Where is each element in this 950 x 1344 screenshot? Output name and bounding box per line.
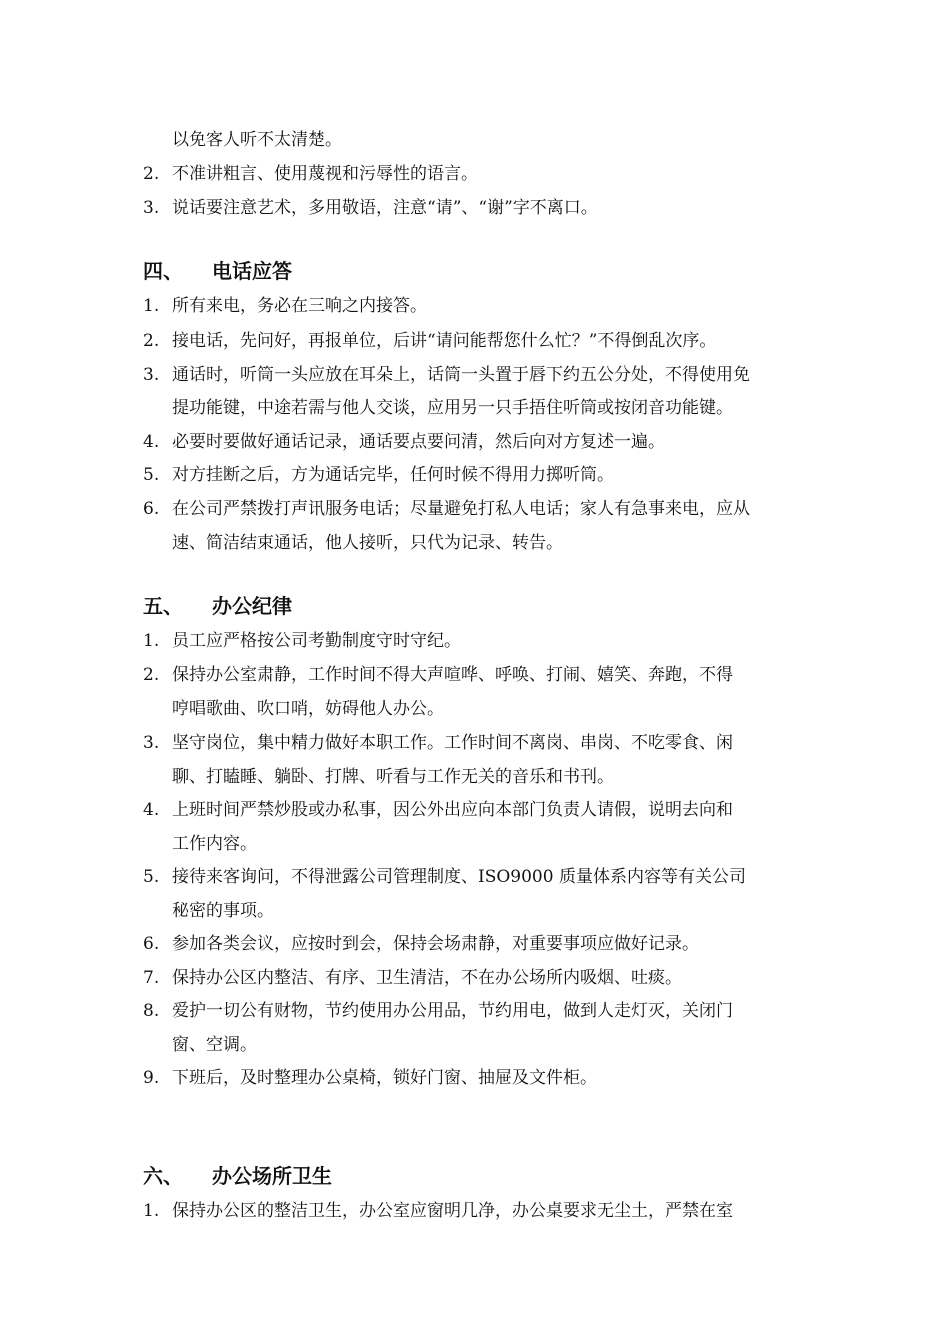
item-text: 参加各类会议，应按时到会，保持会场肃静，对重要事项应做好记录。 <box>172 934 699 954</box>
item-number: 4. <box>143 800 160 820</box>
section-title: 办公场所卫生 <box>212 1164 332 1188</box>
item-number: 3. <box>143 198 160 218</box>
item-text: 对方挂断之后，方为通话完毕，任何时候不得用力掷听筒。 <box>172 465 614 485</box>
item-number: 1. <box>143 296 160 316</box>
item-number: 6. <box>143 934 160 954</box>
item-number: 9. <box>143 1068 160 1088</box>
item-number: 1. <box>143 631 160 651</box>
item-text: 哼唱歌曲、吹口哨，妨碍他人办公。 <box>172 699 444 719</box>
item-number: 8. <box>143 1001 160 1021</box>
item-text: 接待来客询问，不得泄露公司管理制度、ISO9000 质量体系内容等有关公司 <box>172 867 746 887</box>
item-text: 下班后，及时整理办公桌椅，锁好门窗、抽屉及文件柜。 <box>172 1068 597 1088</box>
item-text: 窗、空调。 <box>172 1035 257 1055</box>
item-text: 上班时间严禁炒股或办私事，因公外出应向本部门负责人请假，说明去向和 <box>172 800 733 820</box>
item-number: 1. <box>143 1201 160 1221</box>
item-text: 坚守岗位，集中精力做好本职工作。工作时间不离岗、串岗、不吃零食、闲 <box>172 733 733 753</box>
item-number: 7. <box>143 968 160 988</box>
item-number: 2. <box>143 164 160 184</box>
item-text: 在公司严禁拨打声讯服务电话；尽量避免打私人电话；家人有急事来电，应从 <box>172 499 750 519</box>
item-text: 提功能键，中途若需与他人交谈，应用另一只手捂住听筒或按闭音功能键。 <box>172 398 733 418</box>
item-text: 说话要注意艺术，多用敬语，注意“请”、“谢”字不离口。 <box>172 198 598 218</box>
item-text: 员工应严格按公司考勤制度守时守纪。 <box>172 631 461 651</box>
item-number: 6. <box>143 499 160 519</box>
section-title: 办公纪律 <box>212 594 292 618</box>
item-number: 3. <box>143 733 160 753</box>
item-number: 5. <box>143 465 160 485</box>
item-number: 2. <box>143 331 160 351</box>
item-text: 聊、打瞌睡、躺卧、打牌、听看与工作无关的音乐和书刊。 <box>172 767 614 787</box>
item-text: 秘密的事项。 <box>172 901 274 921</box>
section-number: 六、 <box>143 1164 183 1188</box>
item-text: 爱护一切公有财物，节约使用办公用品，节约用电，做到人走灯灭，关闭门 <box>172 1001 733 1021</box>
item-text: 不准讲粗言、使用蔑视和污辱性的语言。 <box>172 164 478 184</box>
item-text: 保持办公区的整洁卫生，办公室应窗明几净，办公桌要求无尘土，严禁在室 <box>172 1201 733 1221</box>
section-number: 五、 <box>143 594 183 618</box>
item-number: 2. <box>143 665 160 685</box>
section-number: 四、 <box>143 259 183 283</box>
item-text: 保持办公区内整洁、有序、卫生清洁，不在办公场所内吸烟、吐痰。 <box>172 968 682 988</box>
item-text: 所有来电，务必在三响之内接答。 <box>172 296 427 316</box>
item-number: 3. <box>143 365 160 385</box>
item-text: 保持办公室肃静，工作时间不得大声喧哗、呼唤、打闹、嬉笑、奔跑，不得 <box>172 665 733 685</box>
section-title: 电话应答 <box>212 259 292 283</box>
item-number: 4. <box>143 432 160 452</box>
item-text: 工作内容。 <box>172 834 257 854</box>
item-text: 接电话，先问好，再报单位，后讲“请问能帮您什么忙？”不得倒乱次序。 <box>172 331 717 351</box>
continuation-text: 以免客人听不太清楚。 <box>172 130 342 150</box>
item-text: 必要时要做好通话记录，通话要点要问清，然后向对方复述一遍。 <box>172 432 665 452</box>
item-text: 通话时，听筒一头应放在耳朵上，话筒一头置于唇下约五公分处，不得使用免 <box>172 365 750 385</box>
item-number: 5. <box>143 867 160 887</box>
item-text: 速、简洁结束通话，他人接听，只代为记录、转告。 <box>172 533 563 553</box>
